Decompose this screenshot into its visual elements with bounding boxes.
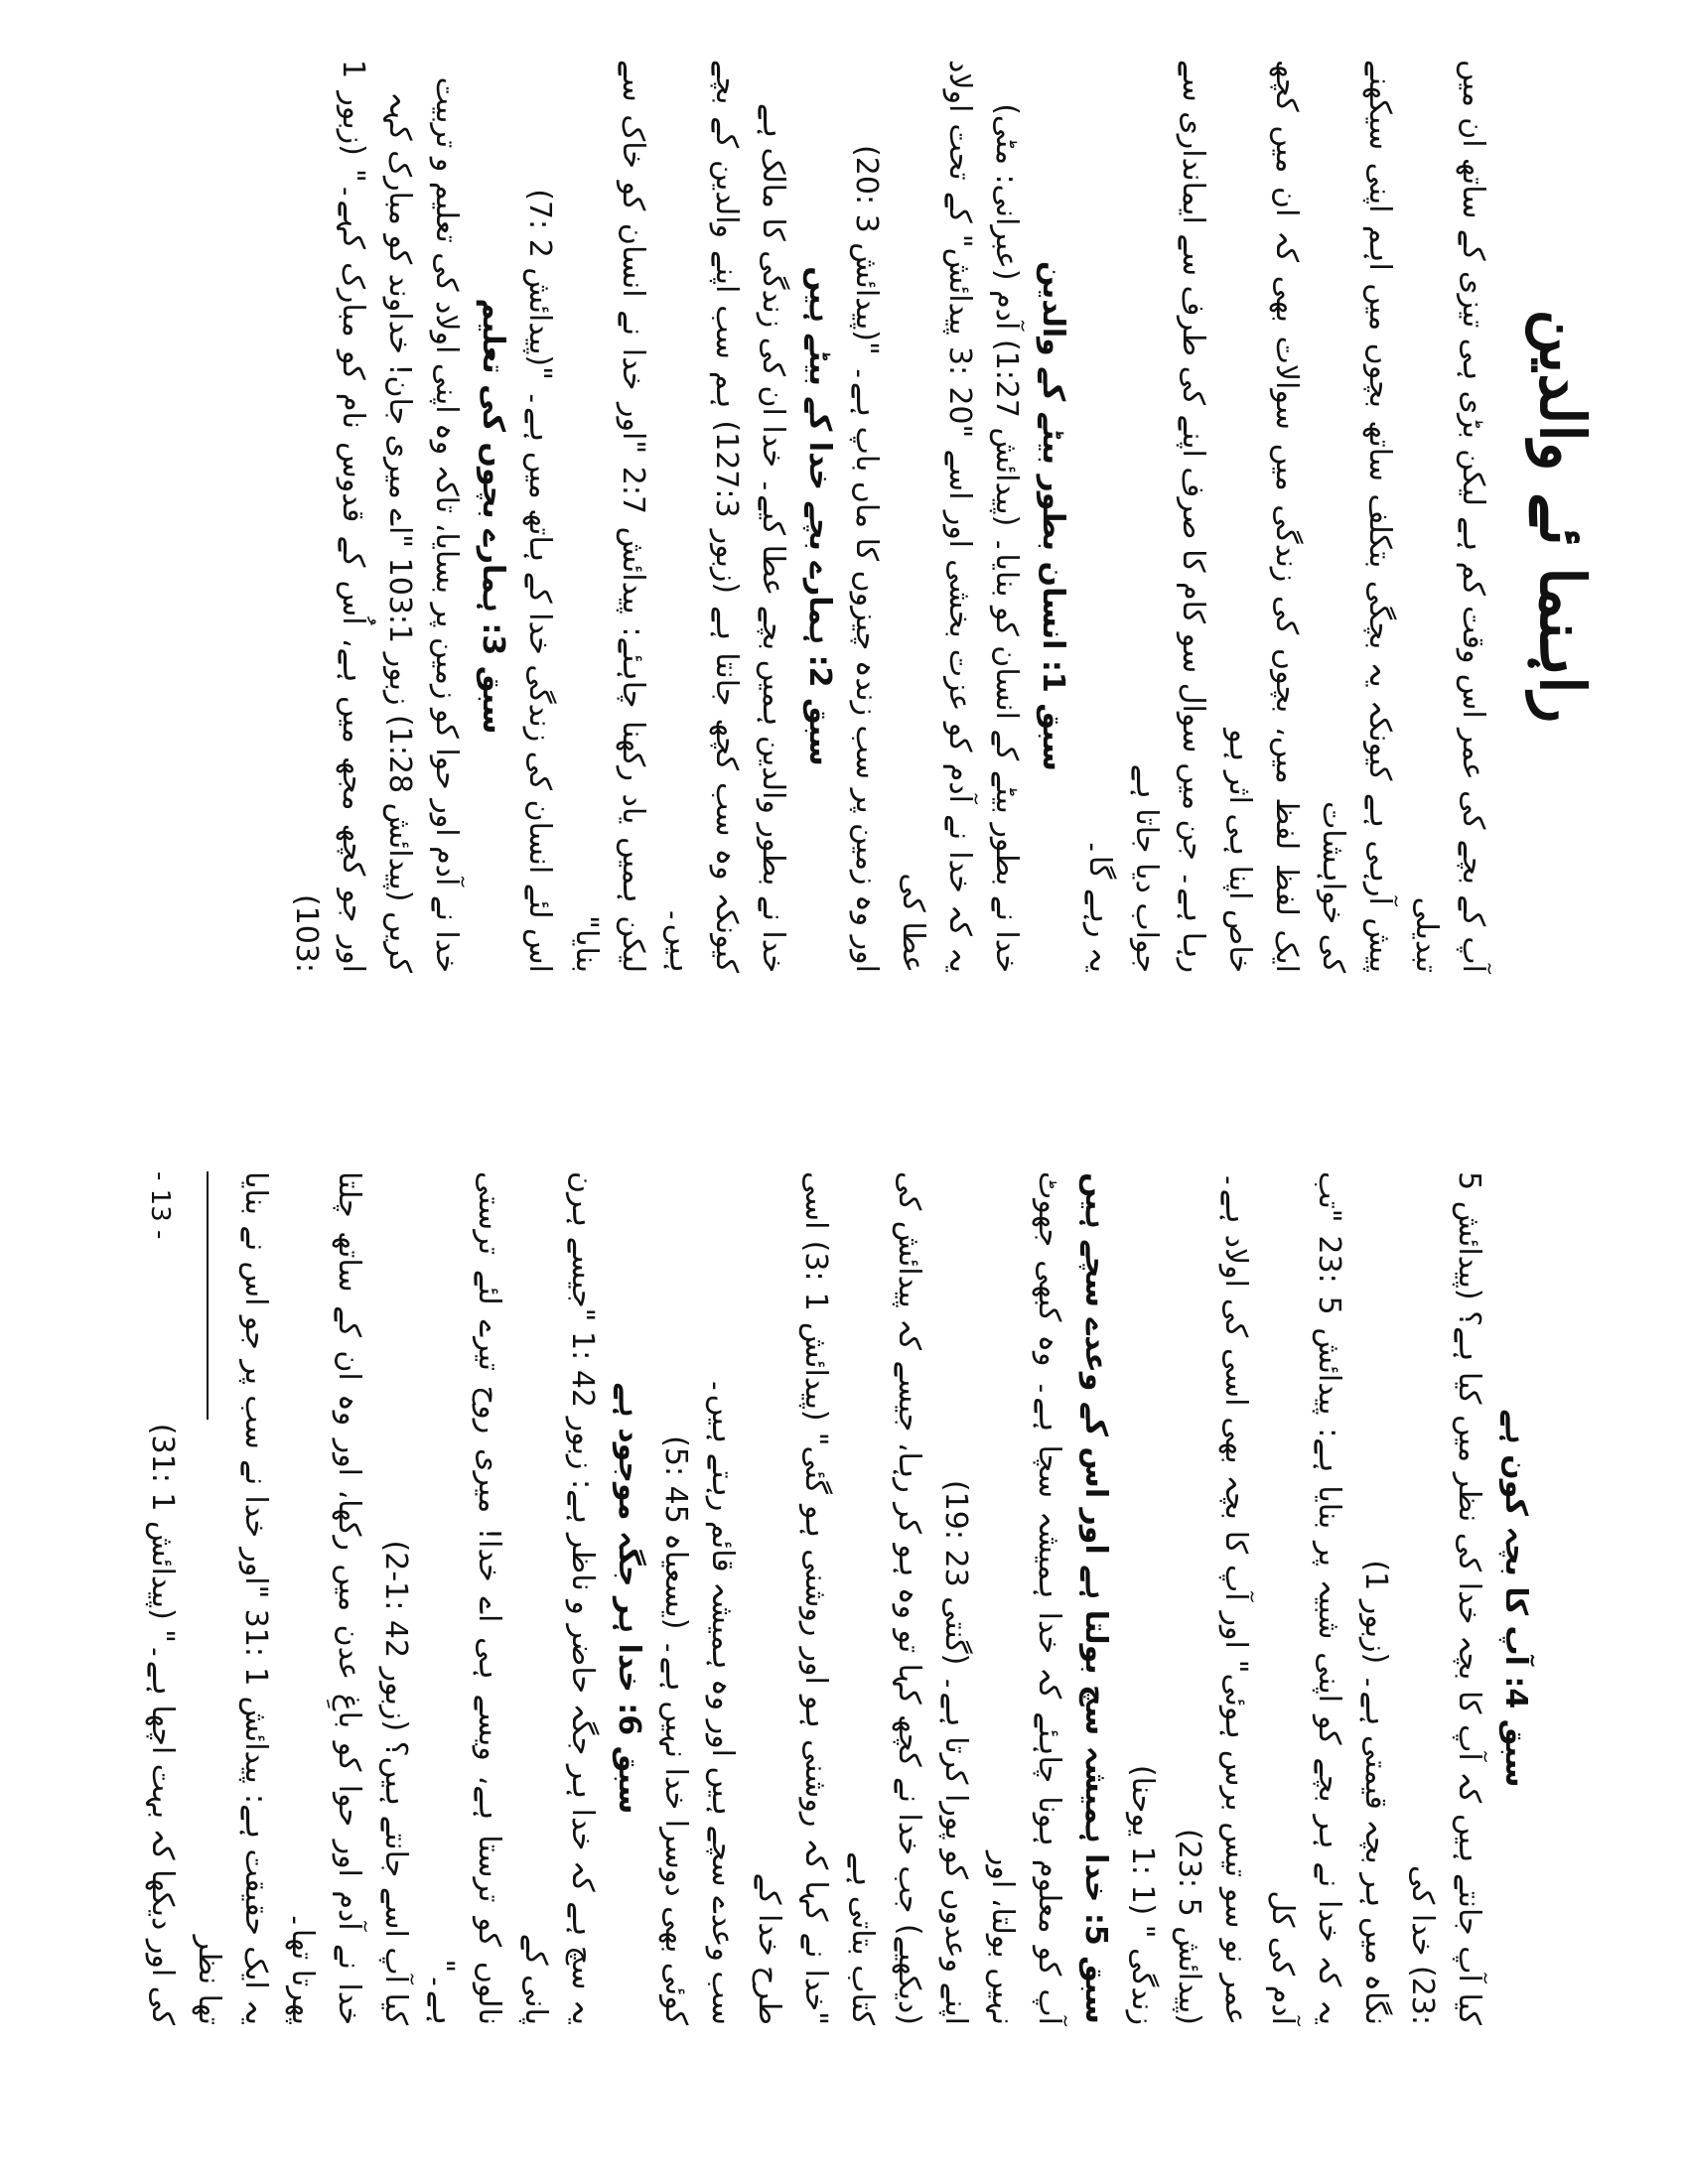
lesson-line: لیکن ہمیں یاد رکھنا چاہئے: پیدائش 2:7 "اور خدا نے انسان کو خاک سے بنایا" bbox=[569, 60, 650, 973]
lesson-heading: سبق 5: خدا ہمیشہ سچ بولتا ہے اور اس کے وعدے سچے ہیں bbox=[1078, 1172, 1113, 2024]
lesson-line: (دیکھیے) جب خدا نے کچھ کہا تو وہ ہو کر رہا، جیسے کہ پیدائش کی کتاب بتاتی ہے bbox=[845, 1171, 926, 2025]
lesson-line: کی اور دیکھا کہ بہت اچھا ہے۔" (پیدائش 1 :31) bbox=[145, 1423, 180, 2025]
lesson-1 bbox=[843, 60, 1076, 973]
lesson-line: کریں (پیدائش 1:28) زبور 103:1 "اے میری جان! خداوند کو مبارک کہہ bbox=[382, 91, 417, 973]
lesson-line: سب وعدے سچے ہیں اور وہ ہمیشہ قائم رہتے ہیں۔ bbox=[705, 1377, 740, 2025]
left-page bbox=[0, 1092, 1688, 2184]
lesson-line: "خدا نے کہا کہ روشنی ہو اور روشنی ہو گئی" (پیدائش 1 :3) اسی طرح خدا کے bbox=[752, 1171, 833, 2025]
lesson-5 bbox=[652, 1171, 1119, 2025]
lesson-line: اور جو کچھ مجھ میں ہے، اُس کے قدوس نام کو مبارک کہے۔" (زبور 1 :103) bbox=[289, 60, 370, 973]
lesson-line: یہ کہ خدا نے ہر بچے کو اپنی شبیہ پر بنایا ہے: پیدائش 5 :23 "تب آدم کی کل bbox=[1265, 1171, 1346, 2025]
lesson-heading: سبق 1: انسان بطور بیٹے کے والدین bbox=[1036, 261, 1070, 771]
lesson-heading: سبق 3: ہمارے بچوں کی تعلیم bbox=[476, 298, 510, 735]
lesson-line: عمر نو سو تیس برس ہوئی" اور آپ کا بچہ بھی اسی کی اولاد ہے۔ (پیدائش 5 :23) bbox=[1172, 1171, 1253, 2025]
lesson-6 bbox=[139, 1171, 652, 2025]
lesson-line: یہ کہ خدا نے آدم کو عزت بخشی اور اسے "20 :3 پیدائش" کے تحت اولاد عطا کی bbox=[896, 60, 977, 973]
lesson-line: خدا نے آدم اور حوا کو زمین پر بسایا، تاکہ وہ اپنی اولاد کی تعلیم و تربیت bbox=[429, 76, 464, 973]
footer-rule bbox=[207, 1171, 209, 1420]
intro-line: یہ رہے گا۔ bbox=[1082, 838, 1117, 973]
lesson-3 bbox=[283, 60, 516, 973]
lesson-line: خدا نے بطور بیٹے کے انسان کو بنایا۔ (پیدائش 1:27) آدم (عبرانی: مٹی) bbox=[989, 103, 1024, 973]
lesson-line: نالوں کو ترستا ہے، ویسے ہی اے خدا! میری روح تیرے لئے ترستی ہے۔" bbox=[425, 1171, 506, 2025]
lesson-heading: سبق 6: خدا ہر جگہ موجود ہے bbox=[612, 1382, 646, 1815]
page-title: راہنما ئے والدین bbox=[1526, 309, 1599, 724]
intro-line: رہا ہے۔ جن میں سوال سو کام کا صرف اپنے کی طرف سے ایمانداری سے جواب دیا جاتا ہے bbox=[1129, 60, 1210, 973]
lesson-line: خدا نے بطور والدین ہمیں بچے عطا کیے۔ خدا ان کی زندگی کا مالک ہے bbox=[756, 102, 790, 973]
intro-line: آپ کے بچے کی عمر اس وقت کم ہے لیکن بڑی ہی تیزی کے ساتھ ان میں تبدیلی bbox=[1409, 60, 1490, 973]
lesson-line: اور وہ زمین پر سب زندہ چیزوں کا ماں باپ ہے۔ "(پیدائش 3 :20) bbox=[849, 145, 884, 973]
lesson-line: کیونکہ وہ سب کچھ جانتا ہے (زبور 127:3) ہم سب اپنے والدین کے بچے ہیں۔ bbox=[662, 60, 744, 973]
lesson-line: یہ ایک حقیقت ہے: پیدائش 1 :31 "اور خدا نے سب پر جو اس نے بنایا تھا نظر bbox=[192, 1171, 273, 2025]
lesson-line: زندگی " (1 :1 یوحنا) bbox=[1125, 1764, 1160, 2025]
lesson-line: یہ سچ ہے کہ خدا ہر جگہ حاضر و ناظر ہے: زبور 42 :1 "جیسے ہرن پانی کے bbox=[518, 1171, 600, 2025]
lesson-line: اس لئے انسان کی زندگی خدا کے ہاتھ میں ہے۔ "(پیدائش 2 :7) bbox=[522, 189, 557, 973]
intro-line: ایک لفظ لفظ میں، بچوں کی زندگی میں سوالات بھی کہ ان میں کچھ خاص اپنا ہی اثر ہو bbox=[1222, 60, 1304, 973]
lesson-2 bbox=[516, 60, 843, 973]
lesson-line: آپ کو معلوم ہونا چاہئے کہ خدا ہمیشہ سچا ہے۔ وہ کبھی جھوٹ نہیں بولتا، اور bbox=[985, 1171, 1066, 2025]
lesson-line: نگاہ میں ہر بچہ قیمتی ہے۔ (زبور 1) bbox=[1358, 1560, 1393, 2025]
lesson-line: خدا نے آدم اور حوا کو باغِ عدن میں رکھا، اور وہ ان کے ساتھ چلتا پھرتا تھا۔ bbox=[285, 1171, 366, 2025]
lesson-line: کیا آپ اسے جانتے ہیں؟ (زبور 42 :1-2) bbox=[378, 1540, 413, 2025]
page-number: - 13 - bbox=[145, 1171, 175, 1240]
lesson-heading: سبق 2: ہمارے بچے خدا کے بیٹے ہیں bbox=[802, 266, 837, 766]
lesson-line: کوئی بھی دوسرا خدا نہیں ہے۔ (یسعیاہ 45 :5) bbox=[658, 1435, 693, 2025]
lesson-line: کیا آپ جانتے ہیں کہ آپ کا بچہ خدا کی نظر میں کیا ہے؟ (پیدائش 5 :23) خدا کی bbox=[1405, 1171, 1486, 2025]
intro-line: پیش آرہی ہے کیونکہ یہ بچگی بتکلف ساتھ بچوں میں اہم اپنی سیکھنے کی خواہشات bbox=[1316, 60, 1397, 973]
lesson-4 bbox=[1119, 1171, 1539, 2025]
lesson-heading: سبق 4: آپ کا بچہ کون ہے bbox=[1498, 1409, 1533, 1788]
lesson-line: اپنے وعدوں کو پورا کرتا ہے۔ (گنتی 23 :19) bbox=[938, 1479, 973, 2025]
intro-paragraph bbox=[1076, 60, 1496, 973]
